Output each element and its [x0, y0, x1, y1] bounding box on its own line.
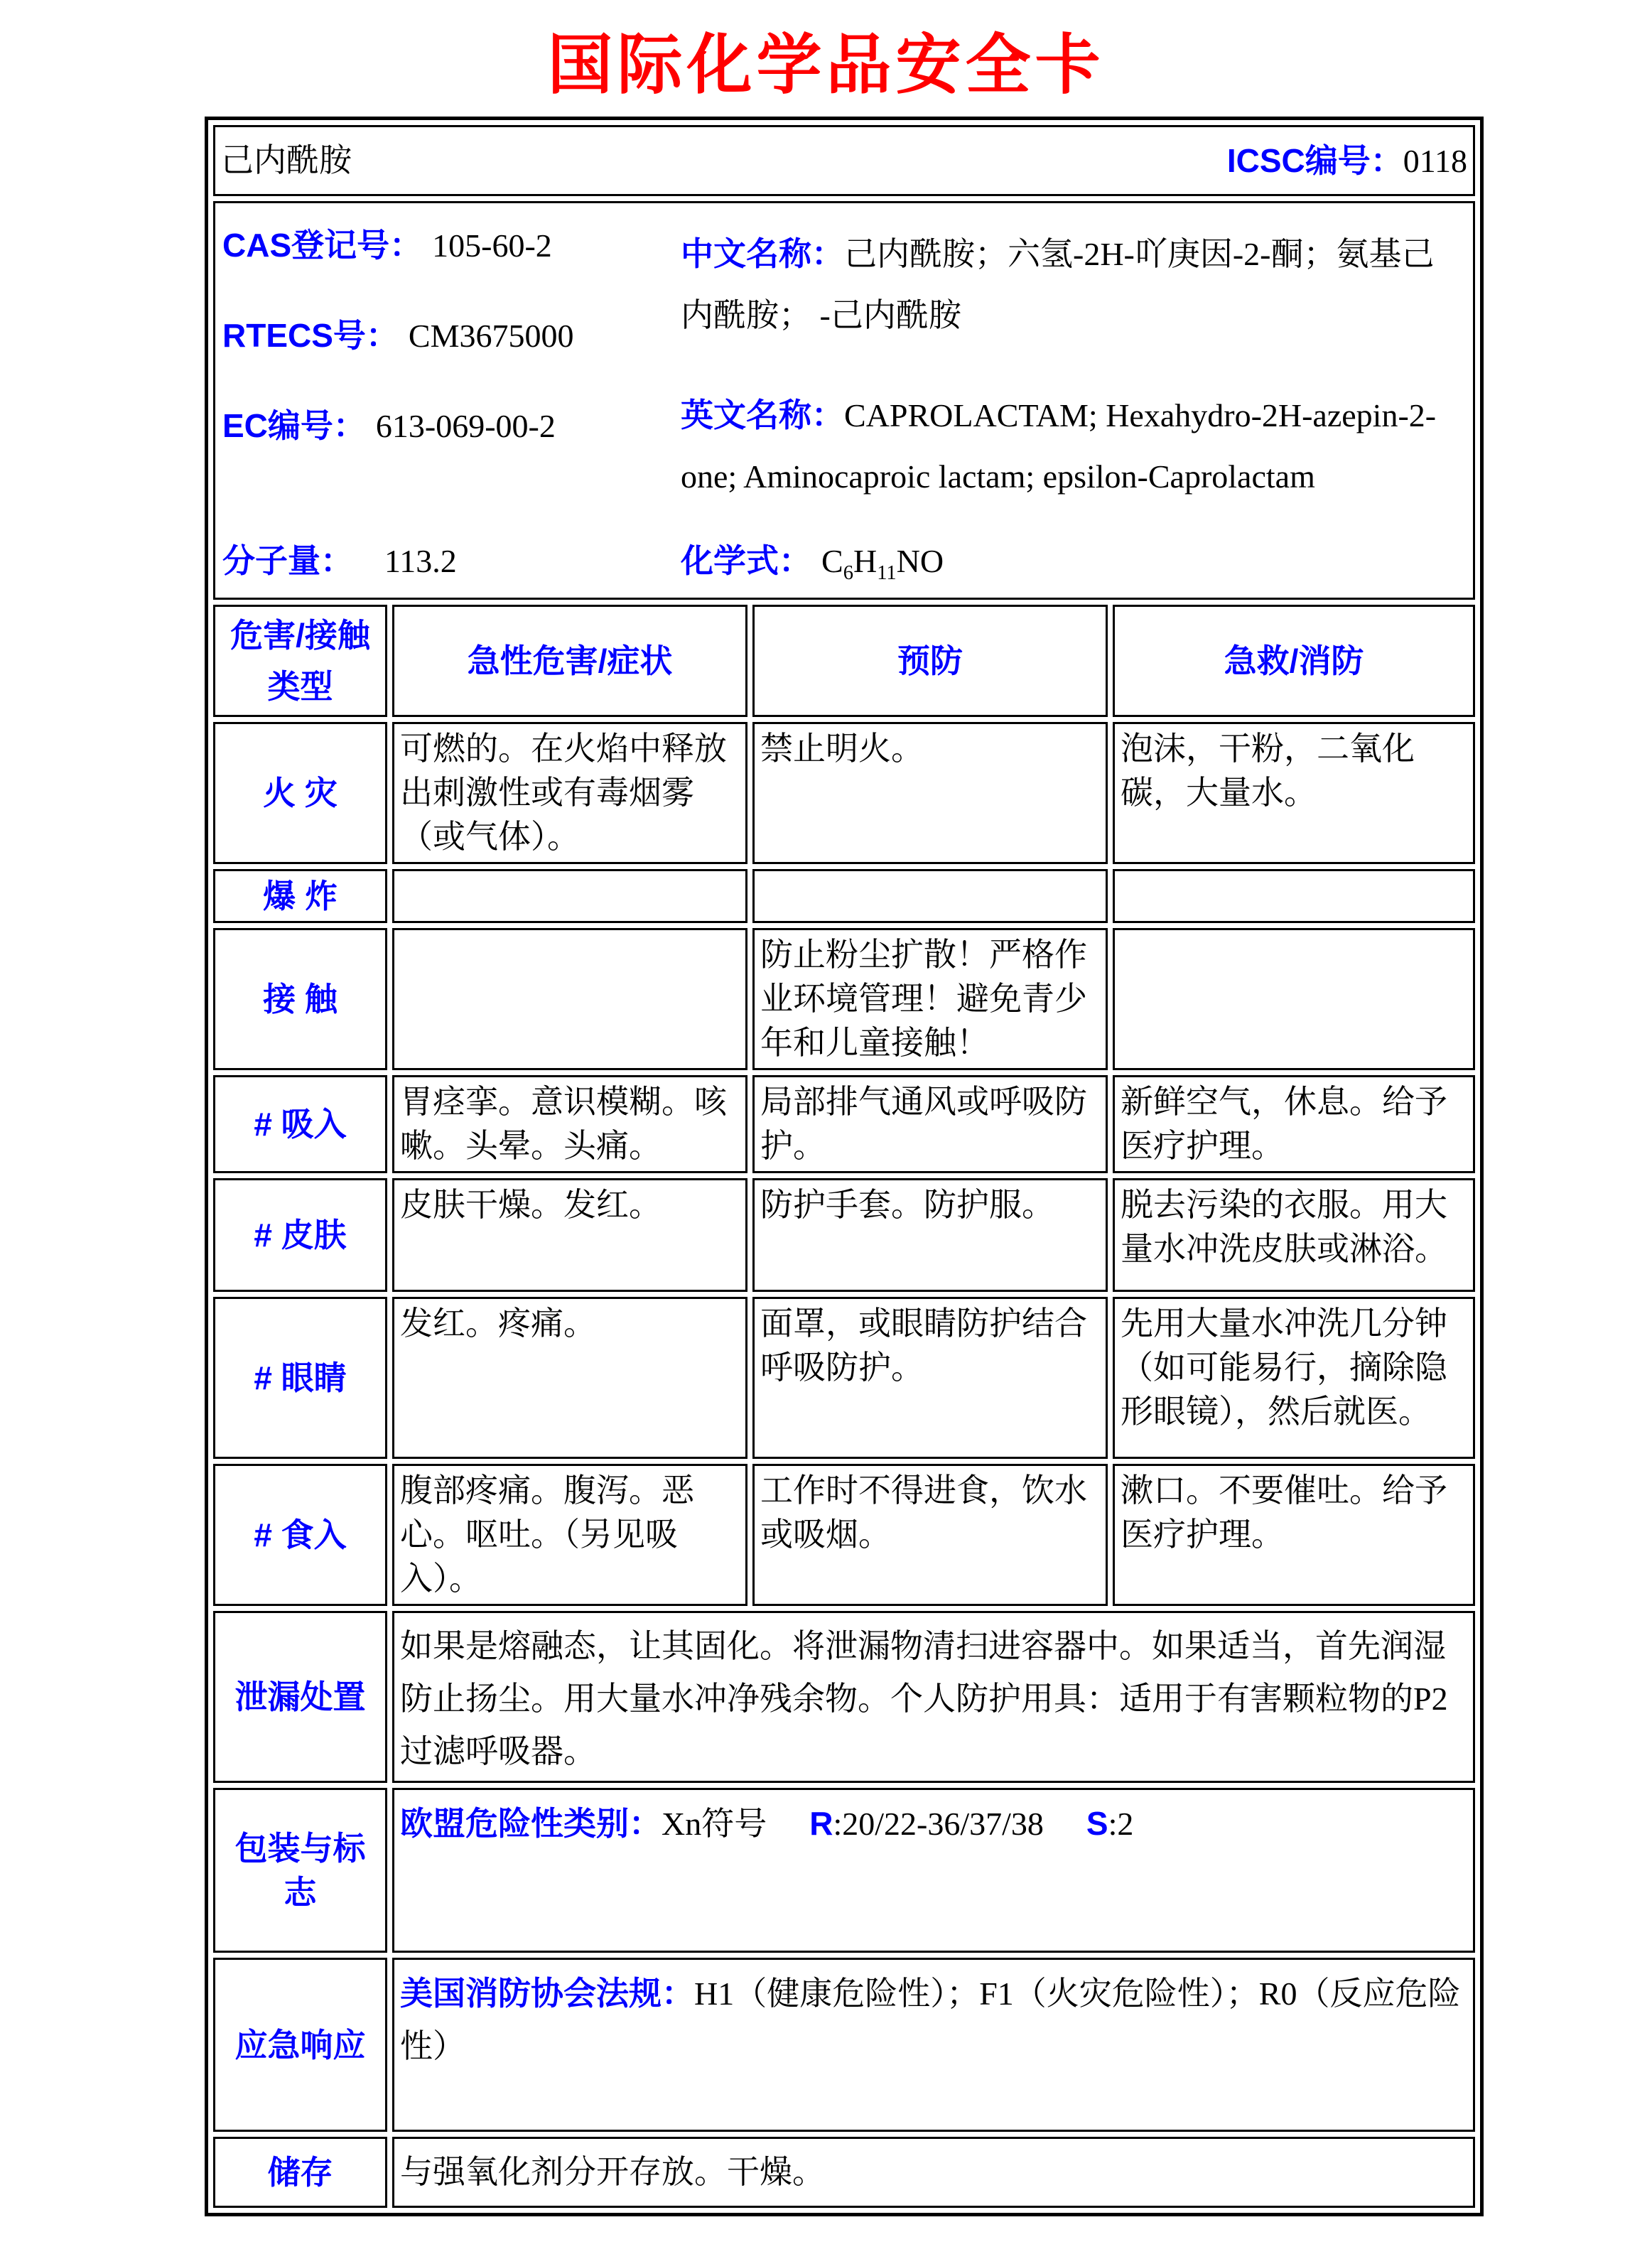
column-header-response: 急救/消防	[1113, 605, 1475, 717]
row-label-inhalation: # 吸入	[213, 1075, 387, 1173]
rtecs-number	[222, 313, 681, 358]
column-header-prevention: 预防	[752, 605, 1108, 717]
inhalation-symptoms: 胃痉挛。意识模糊。咳嗽。头晕。头痛。	[392, 1075, 747, 1173]
hazard-row-eyes	[213, 1297, 1475, 1459]
section-row-emergency	[213, 1958, 1475, 2132]
s-phrases-label: S	[1086, 1805, 1108, 1842]
chemical-formula-value: $C_6H_{11}NO$	[821, 543, 944, 585]
ingestion-response: 漱口。不要催吐。给予医疗护理。	[1113, 1464, 1475, 1606]
explosion-symptoms	[392, 869, 747, 923]
ec-number-value: 613-069-00-2	[375, 408, 556, 444]
section-row-packaging	[213, 1788, 1475, 1953]
registry-numbers	[222, 223, 681, 494]
eu-hazard-class-label: 欧盟危险性类别：	[400, 1805, 662, 1842]
ingestion-prevention: 工作时不得进食，饮水或吸烟。	[752, 1464, 1108, 1606]
row-label-emergency: 应急响应	[213, 1958, 387, 2132]
icsc-number-value: 0118	[1403, 142, 1468, 179]
molecular-weight-value: 113.2	[384, 543, 457, 579]
column-header-hazard-type	[213, 605, 387, 717]
row-label-eyes: # 眼睛	[213, 1297, 387, 1459]
storage-text: 与强氧化剂分开存放。干燥。	[392, 2137, 1475, 2208]
row-label-storage: 储存	[213, 2137, 387, 2208]
emergency-content	[392, 1958, 1475, 2132]
hazard-row-contact	[213, 928, 1475, 1070]
r-phrases-label: R	[809, 1805, 833, 1842]
eyes-prevention: 面罩，或眼睛防护结合呼吸防护。	[752, 1297, 1108, 1459]
chemical-formula	[681, 539, 1466, 583]
row-label-ingestion: # 食入	[213, 1464, 387, 1606]
chinese-name	[681, 223, 1466, 346]
packaging-content	[392, 1788, 1475, 1953]
inhalation-prevention: 局部排气通风或呼吸防护。	[752, 1075, 1108, 1173]
column-header-hazard-type-line1: 危害/接触	[230, 617, 370, 654]
section-row-storage	[213, 2137, 1475, 2208]
english-name-label: 英文名称：	[681, 397, 844, 433]
ec-number-label: EC编号：	[222, 407, 366, 444]
column-header-hazard-type-line2: 类型	[267, 668, 333, 705]
fire-prevention: 禁止明火。	[752, 722, 1108, 864]
skin-symptoms: 皮肤干燥。发红。	[392, 1178, 747, 1292]
cas-number-label: CAS登记号：	[222, 227, 423, 264]
nfpa-code-value: H1（健康危险性）；F1（火灾危险性）；R0（反应危险性）	[400, 1975, 1461, 2064]
fire-symptoms: 可燃的。在火焰中释放出刺激性或有毒烟雾（或气体）。	[392, 722, 747, 864]
cas-number-value: 105-60-2	[432, 227, 552, 264]
hazard-row-inhalation	[213, 1075, 1475, 1173]
contact-prevention: 防止粉尘扩散！严格作业环境管理！避免青少年和儿童接触！	[752, 928, 1108, 1070]
ingestion-symptoms: 腹部疼痛。腹泻。恶心。呕吐。（另见吸入）。	[392, 1464, 747, 1606]
rtecs-number-value: CM3675000	[408, 318, 574, 354]
skin-prevention: 防护手套。防护服。	[752, 1178, 1108, 1292]
fire-response: 泡沫，干粉，二氧化碳，大量水。	[1113, 722, 1475, 864]
hazard-row-skin	[213, 1178, 1475, 1292]
column-header-symptoms: 急性危害/症状	[392, 605, 747, 717]
chemical-names	[681, 223, 1466, 539]
identifiers-row	[213, 201, 1475, 600]
icsc-number-label: ICSC编号：	[1226, 141, 1403, 179]
hazard-row-fire	[213, 722, 1475, 864]
icsc-card-table	[205, 117, 1484, 2216]
icsc-number	[1227, 139, 1467, 183]
chemical-formula-label: 化学式：	[681, 542, 811, 579]
explosion-prevention	[752, 869, 1108, 923]
chinese-name-value: 己内酰胺；六氢-2H-吖庚因-2-酮；氨基己内酰胺； -己内酰胺	[681, 236, 1435, 333]
english-name	[681, 384, 1466, 507]
eu-hazard-class-value: Xn符号	[662, 1806, 767, 1842]
page-title: 国际化学品安全卡	[547, 26, 1105, 103]
rtecs-number-label: RTECS号：	[222, 317, 399, 354]
chinese-name-label: 中文名称：	[681, 235, 844, 272]
row-label-spill: 泄漏处置	[213, 1611, 387, 1783]
skin-response: 脱去污染的衣服。用大量水冲洗皮肤或淋浴。	[1113, 1178, 1475, 1292]
substance-header-cell	[213, 125, 1475, 196]
s-phrases-value: :2	[1108, 1806, 1134, 1842]
row-label-contact: 接 触	[213, 928, 387, 1070]
english-name-value: CAPROLACTAM; Hexahydro-2H-azepin-2-one; Aminocaproic lactam; epsilon-Caprolactam	[681, 397, 1437, 495]
ec-number	[222, 404, 681, 448]
molecular-weight-label: 分子量：	[222, 542, 353, 579]
molecular-weight	[222, 539, 681, 583]
identifiers-cell	[213, 201, 1475, 600]
contact-symptoms	[392, 928, 747, 1070]
section-row-spill	[213, 1611, 1475, 1783]
row-label-explosion: 爆 炸	[213, 869, 387, 923]
eyes-symptoms: 发红。疼痛。	[392, 1297, 747, 1459]
hazard-header-row	[213, 605, 1475, 717]
hazard-row-explosion	[213, 869, 1475, 923]
row-label-fire: 火 灾	[213, 722, 387, 864]
inhalation-response: 新鲜空气，休息。给予医疗护理。	[1113, 1075, 1475, 1173]
substance-header-row	[213, 125, 1475, 196]
substance-name: 己内酰胺	[221, 142, 352, 178]
nfpa-code-label: 美国消防协会法规：	[400, 1975, 694, 2012]
explosion-response	[1113, 869, 1475, 923]
contact-response	[1113, 928, 1475, 1070]
cas-number	[222, 223, 681, 268]
r-phrases-value: :20/22-36/37/38	[833, 1806, 1044, 1842]
eyes-response: 先用大量水冲洗几分钟（如可能易行，摘除隐形眼镜），然后就医。	[1113, 1297, 1475, 1459]
spill-text: 如果是熔融态，让其固化。将泄漏物清扫进容器中。如果适当，首先润湿防止扬尘。用大量水冲净残余物。个人防护用具：适用于有害颗粒物的P2过滤呼吸器。	[392, 1611, 1475, 1783]
hazard-row-ingestion	[213, 1464, 1475, 1606]
row-label-packaging: 包装与标志	[213, 1788, 387, 1953]
row-label-skin: # 皮肤	[213, 1178, 387, 1292]
